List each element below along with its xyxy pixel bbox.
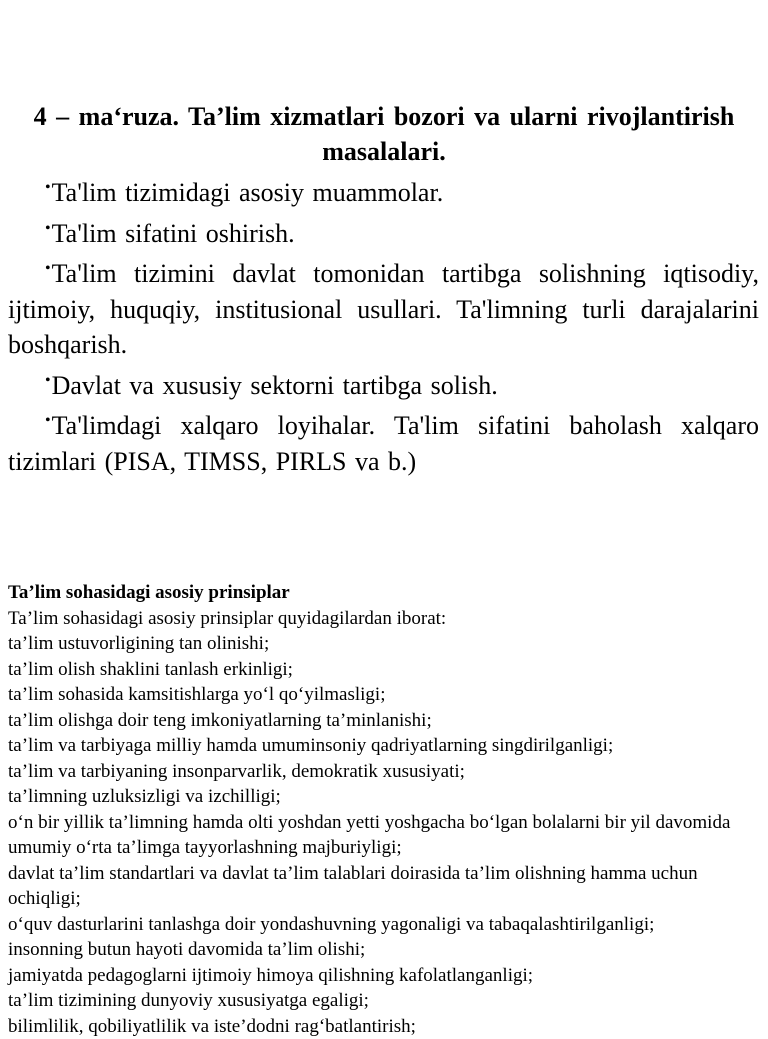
lecture-notes xyxy=(8,580,760,1039)
notes-heading: Ta’lim sohasidagi asosiy prinsiplar xyxy=(8,580,760,606)
principle-item: ta’lim va tarbiyaning insonparvarlik, demokratik xususiyati; xyxy=(8,759,760,785)
slide-bullet-text: Ta'lim sifatini oshirish. xyxy=(52,219,295,248)
slide-bullet-list xyxy=(8,170,759,479)
slide-bullet-text: Ta'limdagi xalqaro loyihalar. Ta'lim sifatini baholash xalqaro tizimlari (PISA, TIMSS, PIRLS va b.) xyxy=(8,411,759,476)
slide-bullet-item xyxy=(8,211,759,252)
principles-list xyxy=(8,631,760,1039)
principle-item: ta’limning uzluksizligi va izchilligi; xyxy=(8,784,760,810)
slide-bullet-text: Ta'lim tizimidagi asosiy muammolar. xyxy=(52,178,444,207)
slide-bullet-item xyxy=(8,170,759,211)
principle-item: ta’lim tizimining dunyoviy xususiyatga egaligi; xyxy=(8,988,760,1014)
principle-item: o‘n bir yillik ta’limning hamda olti yoshdan yetti yoshgacha bo‘lgan bolalarni bir yil davomida umumiy o‘rta ta’limga tayyorlashning majburiyligi; xyxy=(8,810,760,861)
principle-item: ta’lim olishga doir teng imkoniyatlarning ta’minlanishi; xyxy=(8,708,760,734)
slide-bullet-item xyxy=(8,251,759,363)
bullet-icon: • xyxy=(45,403,51,439)
lecture-slide xyxy=(0,0,768,470)
slide-bullet-text: Ta'lim tizimini davlat tomonidan tartibga solishning iqtisodiy, ijtimoiy, huquqiy, institusional usullari. Ta'limning turli darajalarini boshqarish. xyxy=(8,259,759,359)
principle-item: insonning butun hayoti davomida ta’lim olishi; xyxy=(8,937,760,963)
principle-item: ta’lim olish shaklini tanlash erkinligi; xyxy=(8,657,760,683)
principle-item: davlat ta’lim standartlari va davlat ta’lim talablari doirasida ta’lim olishning hamma uchun ochiqligi; xyxy=(8,861,760,912)
principle-item: ta’lim ustuvorligining tan olinishi; xyxy=(8,631,760,657)
bullet-icon: • xyxy=(45,251,51,287)
slide-bullet-item xyxy=(8,403,759,479)
principle-item: ta’lim sohasida kamsitishlarga yo‘l qo‘yilmasligi; xyxy=(8,682,760,708)
slide-bullet-text: Davlat va xususiy sektorni tartibga solish. xyxy=(52,371,498,400)
slide-bullet-item xyxy=(8,363,759,404)
notes-intro: Ta’lim sohasidagi asosiy prinsiplar quyidagilardan iborat: xyxy=(8,606,760,632)
bullet-icon: • xyxy=(45,170,51,206)
principle-item: o‘quv dasturlarini tanlashga doir yondashuvning yagonaligi va tabaqalashtirilganligi; xyxy=(8,912,760,938)
principle-item: jamiyatda pedagoglarni ijtimoiy himoya qilishning kafolatlanganligi; xyxy=(8,963,760,989)
principle-item: bilimlilik, qobiliyatlilik va iste’dodni rag‘batlantirish; xyxy=(8,1014,760,1039)
slide-title: 4 – maʻruza. Ta’lim xizmatlari bozori va ularni rivojlantirish masalalari. xyxy=(8,99,760,169)
bullet-icon: • xyxy=(45,363,51,399)
principle-item: ta’lim va tarbiyaga milliy hamda umuminsoniy qadriyatlarning singdirilganligi; xyxy=(8,733,760,759)
bullet-icon: • xyxy=(45,211,51,247)
